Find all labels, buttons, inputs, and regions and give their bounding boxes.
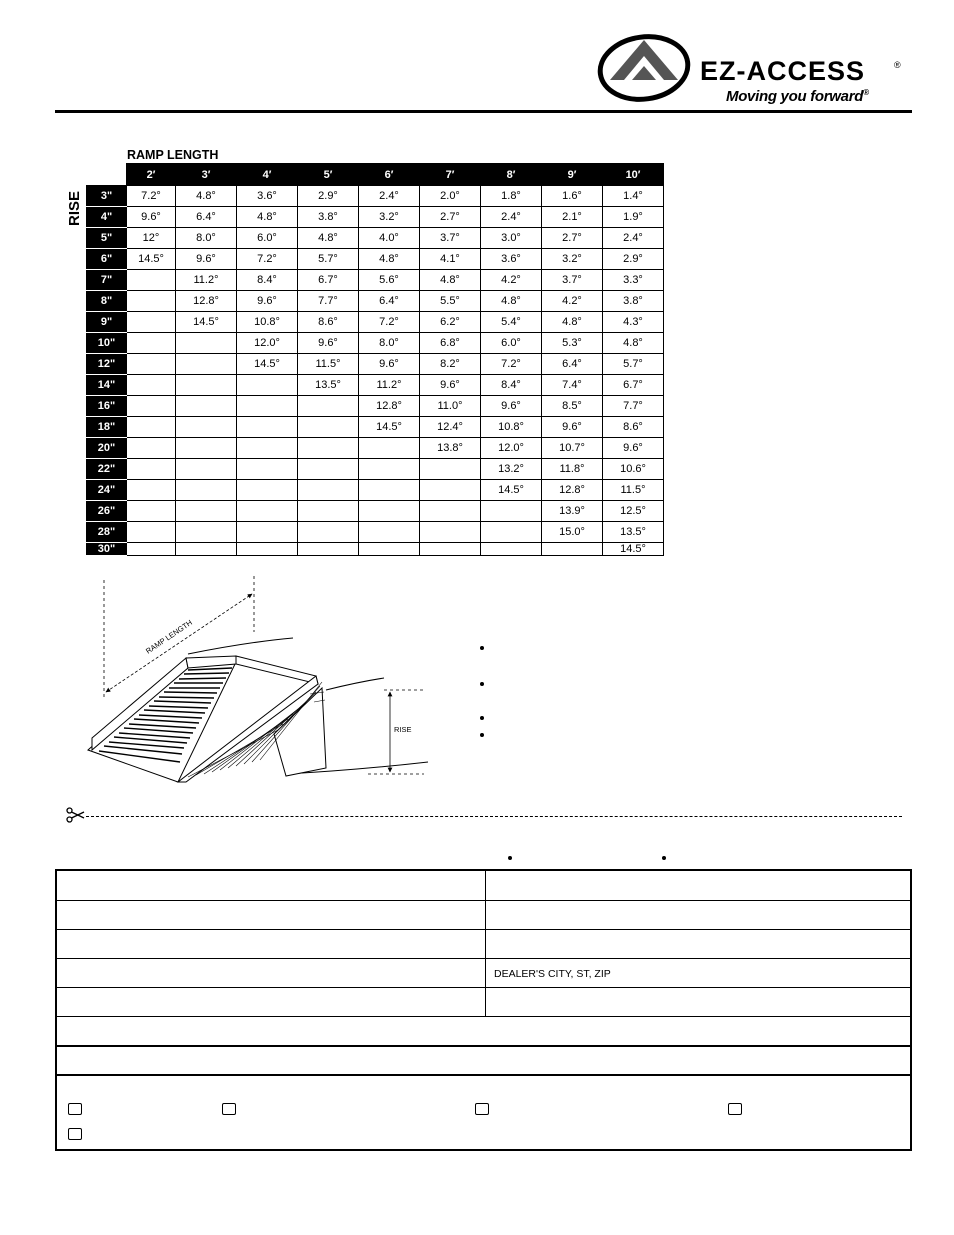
angle-cell: 11.2° (359, 375, 420, 396)
angle-cell (237, 501, 298, 522)
angle-cell: 5.6° (359, 270, 420, 291)
angle-cell: 8.6° (603, 417, 664, 438)
svg-text:®: ® (894, 60, 901, 70)
angle-cell (298, 438, 359, 459)
bullet (480, 733, 484, 737)
ramp-length-header: 2′ (127, 164, 176, 186)
table-row (87, 312, 664, 333)
angle-cell (127, 522, 176, 543)
registration-form (55, 869, 912, 1151)
angle-cell (176, 459, 237, 480)
angle-cell: 11.5° (298, 354, 359, 375)
cut-line (86, 816, 902, 817)
angle-cell: 6.0° (481, 333, 542, 354)
form-field[interactable] (57, 901, 485, 929)
angle-cell (127, 396, 176, 417)
form-field[interactable] (57, 959, 485, 987)
angle-cell (298, 396, 359, 417)
angle-cell: 7.7° (603, 396, 664, 417)
angle-cell: 9.6° (542, 417, 603, 438)
angle-cell: 9.6° (603, 438, 664, 459)
angle-cell: 6.0° (237, 228, 298, 249)
angle-cell: 3.2° (359, 207, 420, 228)
rise-label: RISE (66, 190, 83, 226)
angle-cell: 7.2° (359, 312, 420, 333)
angle-cell: 9.6° (359, 354, 420, 375)
angle-cell: 3.8° (603, 291, 664, 312)
angle-cell (481, 501, 542, 522)
form-field[interactable] (486, 901, 910, 929)
angle-cell: 15.0° (542, 522, 603, 543)
form-row (57, 871, 910, 901)
angle-cell: 5.7° (298, 249, 359, 270)
angle-cell: 5.7° (603, 354, 664, 375)
angle-cell: 2.9° (298, 186, 359, 207)
form-field[interactable] (486, 930, 910, 958)
angle-cell (176, 396, 237, 417)
angle-cell: 1.8° (481, 186, 542, 207)
angle-cell: 8.4° (237, 270, 298, 291)
angle-cell: 4.8° (237, 207, 298, 228)
table-row (87, 438, 664, 459)
rise-header: 8" (87, 291, 127, 312)
angle-cell (298, 543, 359, 556)
angle-cell: 3.6° (481, 249, 542, 270)
angle-cell (359, 459, 420, 480)
angle-cell: 2.0° (420, 186, 481, 207)
rise-header: 30" (87, 543, 127, 556)
angle-cell: 1.9° (603, 207, 664, 228)
angle-cell: 4.3° (603, 312, 664, 333)
angle-cell (127, 354, 176, 375)
angle-cell (298, 480, 359, 501)
rise-header: 18" (87, 417, 127, 438)
angle-cell: 13.2° (481, 459, 542, 480)
angle-cell (359, 522, 420, 543)
angle-cell (237, 459, 298, 480)
angle-cell: 13.9° (542, 501, 603, 522)
angle-cell (237, 438, 298, 459)
angle-cell: 4.8° (420, 270, 481, 291)
table-row (87, 186, 664, 207)
angle-cell (176, 333, 237, 354)
angle-cell (420, 522, 481, 543)
angle-cell: 14.5° (359, 417, 420, 438)
angle-cell: 12.0° (237, 333, 298, 354)
angle-cell: 4.8° (542, 312, 603, 333)
angle-cell: 5.4° (481, 312, 542, 333)
ramp-length-header: 9′ (542, 164, 603, 186)
angle-cell: 12.8° (176, 291, 237, 312)
tagline: Moving you forward® (726, 88, 869, 105)
angle-cell: 10.8° (481, 417, 542, 438)
angle-cell (176, 501, 237, 522)
angle-cell: 1.6° (542, 186, 603, 207)
angle-cell: 6.7° (603, 375, 664, 396)
angle-cell (237, 417, 298, 438)
angle-cell: 11.5° (603, 480, 664, 501)
angle-cell: 6.8° (420, 333, 481, 354)
rise-diagram-label: RISE (394, 725, 412, 734)
rise-header: 9" (87, 312, 127, 333)
header-rule (55, 110, 912, 113)
rise-header: 12" (87, 354, 127, 375)
form-field[interactable] (57, 988, 485, 1016)
table-row (87, 459, 664, 480)
angle-cell: 8.5° (542, 396, 603, 417)
checkbox-row (57, 1076, 910, 1149)
angle-cell: 6.4° (542, 354, 603, 375)
angle-cell: 14.5° (481, 480, 542, 501)
angle-cell (127, 291, 176, 312)
ramp-length-label: RAMP LENGTH (127, 148, 219, 162)
angle-cell (359, 543, 420, 556)
angle-cell (127, 459, 176, 480)
dealer-city-label: DEALER'S CITY, ST, ZIP (494, 968, 611, 980)
angle-cell: 12.8° (359, 396, 420, 417)
angle-cell (542, 543, 603, 556)
angle-cell: 14.5° (603, 543, 664, 556)
angle-cell (237, 375, 298, 396)
angle-cell: 12.5° (603, 501, 664, 522)
table-row (87, 333, 664, 354)
angle-cell (127, 543, 176, 556)
angle-cell (420, 543, 481, 556)
angle-cell (420, 459, 481, 480)
angle-cell: 5.5° (420, 291, 481, 312)
angle-cell (176, 522, 237, 543)
form-field[interactable] (486, 871, 910, 900)
form-row (57, 959, 910, 988)
angle-cell: 5.3° (542, 333, 603, 354)
angle-cell: 13.8° (420, 438, 481, 459)
bullet (508, 856, 512, 860)
angle-cell: 6.4° (176, 207, 237, 228)
table-row (87, 354, 664, 375)
bullet (480, 646, 484, 650)
rise-header: 24" (87, 480, 127, 501)
scissors-icon (66, 807, 86, 823)
angle-cell: 8.6° (298, 312, 359, 333)
form-row (57, 901, 910, 930)
angle-cell: 10.7° (542, 438, 603, 459)
ramp-length-header: 10′ (603, 164, 664, 186)
table-row (87, 207, 664, 228)
bullet (662, 856, 666, 860)
angle-cell: 12.4° (420, 417, 481, 438)
angle-cell: 3.0° (481, 228, 542, 249)
angle-cell (176, 543, 237, 556)
form-field[interactable] (57, 930, 485, 958)
angle-cell (127, 375, 176, 396)
angle-cell: 11.0° (420, 396, 481, 417)
angle-cell (237, 522, 298, 543)
angle-cell: 4.8° (481, 291, 542, 312)
angle-cell: 7.7° (298, 291, 359, 312)
angle-cell: 3.8° (298, 207, 359, 228)
angle-cell (298, 459, 359, 480)
angle-cell (127, 270, 176, 291)
angle-cell: 10.6° (603, 459, 664, 480)
ramp-length-header: 6′ (359, 164, 420, 186)
rise-header: 6" (87, 249, 127, 270)
rise-header: 22" (87, 459, 127, 480)
angle-cell: 4.1° (420, 249, 481, 270)
angle-cell (176, 354, 237, 375)
angle-cell: 3.3° (603, 270, 664, 291)
angle-cell: 2.7° (420, 207, 481, 228)
angle-cell (237, 543, 298, 556)
ramp-diagram (78, 572, 438, 787)
angle-cell: 13.5° (603, 522, 664, 543)
angle-cell (359, 438, 420, 459)
rise-header: 28" (87, 522, 127, 543)
angle-cell (237, 480, 298, 501)
ramp-length-header: 5′ (298, 164, 359, 186)
angle-cell (176, 417, 237, 438)
form-row (57, 930, 910, 959)
angle-cell: 7.2° (481, 354, 542, 375)
table-row (87, 270, 664, 291)
table-row (87, 249, 664, 270)
rise-header: 7" (87, 270, 127, 291)
angle-cell: 14.5° (127, 249, 176, 270)
table-row (87, 375, 664, 396)
table-corner (87, 164, 127, 186)
angle-cell: 6.7° (298, 270, 359, 291)
ramp-length-header: 7′ (420, 164, 481, 186)
table-row (87, 480, 664, 501)
table-row (87, 396, 664, 417)
angle-cell: 9.6° (176, 249, 237, 270)
angle-cell: 2.4° (603, 228, 664, 249)
form-field[interactable] (57, 871, 485, 900)
angle-cell: 6.2° (420, 312, 481, 333)
angle-cell: 3.7° (542, 270, 603, 291)
angle-cell (127, 480, 176, 501)
angle-cell (176, 438, 237, 459)
bullet (480, 682, 484, 686)
rise-header: 3" (87, 186, 127, 207)
checkbox[interactable] (728, 1103, 742, 1115)
angle-cell: 11.8° (542, 459, 603, 480)
angle-cell (420, 501, 481, 522)
ramp-length-header: 4′ (237, 164, 298, 186)
angle-cell: 9.6° (481, 396, 542, 417)
angle-cell: 4.8° (603, 333, 664, 354)
checkbox[interactable] (68, 1128, 82, 1140)
checkbox[interactable] (222, 1103, 236, 1115)
angle-cell: 12.8° (542, 480, 603, 501)
form-row-full[interactable] (57, 1047, 910, 1076)
ramp-angle-table (86, 163, 664, 556)
angle-cell: 9.6° (237, 291, 298, 312)
angle-cell: 3.7° (420, 228, 481, 249)
angle-cell (237, 396, 298, 417)
angle-cell: 9.6° (298, 333, 359, 354)
angle-cell: 8.0° (176, 228, 237, 249)
angle-cell: 7.4° (542, 375, 603, 396)
angle-cell: 7.2° (237, 249, 298, 270)
angle-cell: 11.2° (176, 270, 237, 291)
form-field[interactable] (486, 988, 910, 1016)
angle-cell: 2.1° (542, 207, 603, 228)
angle-cell: 4.8° (298, 228, 359, 249)
angle-cell: 8.4° (481, 375, 542, 396)
bullet (480, 716, 484, 720)
angle-cell: 12.0° (481, 438, 542, 459)
angle-cell (298, 522, 359, 543)
angle-cell (359, 501, 420, 522)
angle-cell: 14.5° (237, 354, 298, 375)
angle-cell: 8.2° (420, 354, 481, 375)
svg-text:EZ-ACCESS: EZ-ACCESS (700, 56, 866, 86)
angle-cell (176, 480, 237, 501)
angle-cell: 8.0° (359, 333, 420, 354)
angle-cell: 13.5° (298, 375, 359, 396)
angle-cell (127, 312, 176, 333)
angle-cell (176, 375, 237, 396)
angle-cell (127, 333, 176, 354)
table-row (87, 228, 664, 249)
angle-cell: 4.8° (359, 249, 420, 270)
checkbox[interactable] (475, 1103, 489, 1115)
angle-cell: 3.2° (542, 249, 603, 270)
ramp-length-header: 3′ (176, 164, 237, 186)
ramp-length-diagram-label: RAMP LENGTH (144, 617, 194, 656)
angle-cell: 14.5° (176, 312, 237, 333)
rise-header: 10" (87, 333, 127, 354)
angle-cell: 4.2° (481, 270, 542, 291)
angle-cell (359, 480, 420, 501)
rise-header: 16" (87, 396, 127, 417)
angle-cell: 9.6° (127, 207, 176, 228)
ramp-length-header: 8′ (481, 164, 542, 186)
table-row (87, 417, 664, 438)
angle-cell: 4.0° (359, 228, 420, 249)
table-header-row (87, 164, 664, 186)
form-row (57, 988, 910, 1017)
angle-cell (298, 417, 359, 438)
checkbox[interactable] (68, 1103, 82, 1115)
rise-header: 26" (87, 501, 127, 522)
angle-cell: 4.2° (542, 291, 603, 312)
angle-cell: 2.4° (481, 207, 542, 228)
dealer-city-field[interactable] (486, 959, 910, 987)
rise-header: 4" (87, 207, 127, 228)
table-row (87, 543, 664, 556)
table-row (87, 522, 664, 543)
form-row-full[interactable] (57, 1017, 910, 1047)
angle-cell: 2.7° (542, 228, 603, 249)
angle-cell: 3.6° (237, 186, 298, 207)
angle-cell (298, 501, 359, 522)
angle-cell: 1.4° (603, 186, 664, 207)
angle-cell: 9.6° (420, 375, 481, 396)
angle-cell (127, 417, 176, 438)
angle-cell: 2.9° (603, 249, 664, 270)
angle-cell: 2.4° (359, 186, 420, 207)
angle-cell (481, 522, 542, 543)
table-row (87, 291, 664, 312)
angle-cell: 6.4° (359, 291, 420, 312)
angle-cell (420, 480, 481, 501)
angle-cell: 12° (127, 228, 176, 249)
angle-cell: 7.2° (127, 186, 176, 207)
angle-cell (127, 438, 176, 459)
rise-header: 5" (87, 228, 127, 249)
rise-header: 20" (87, 438, 127, 459)
angle-cell (481, 543, 542, 556)
angle-cell: 10.8° (237, 312, 298, 333)
angle-cell: 4.8° (176, 186, 237, 207)
rise-header: 14" (87, 375, 127, 396)
angle-cell (127, 501, 176, 522)
table-row (87, 501, 664, 522)
